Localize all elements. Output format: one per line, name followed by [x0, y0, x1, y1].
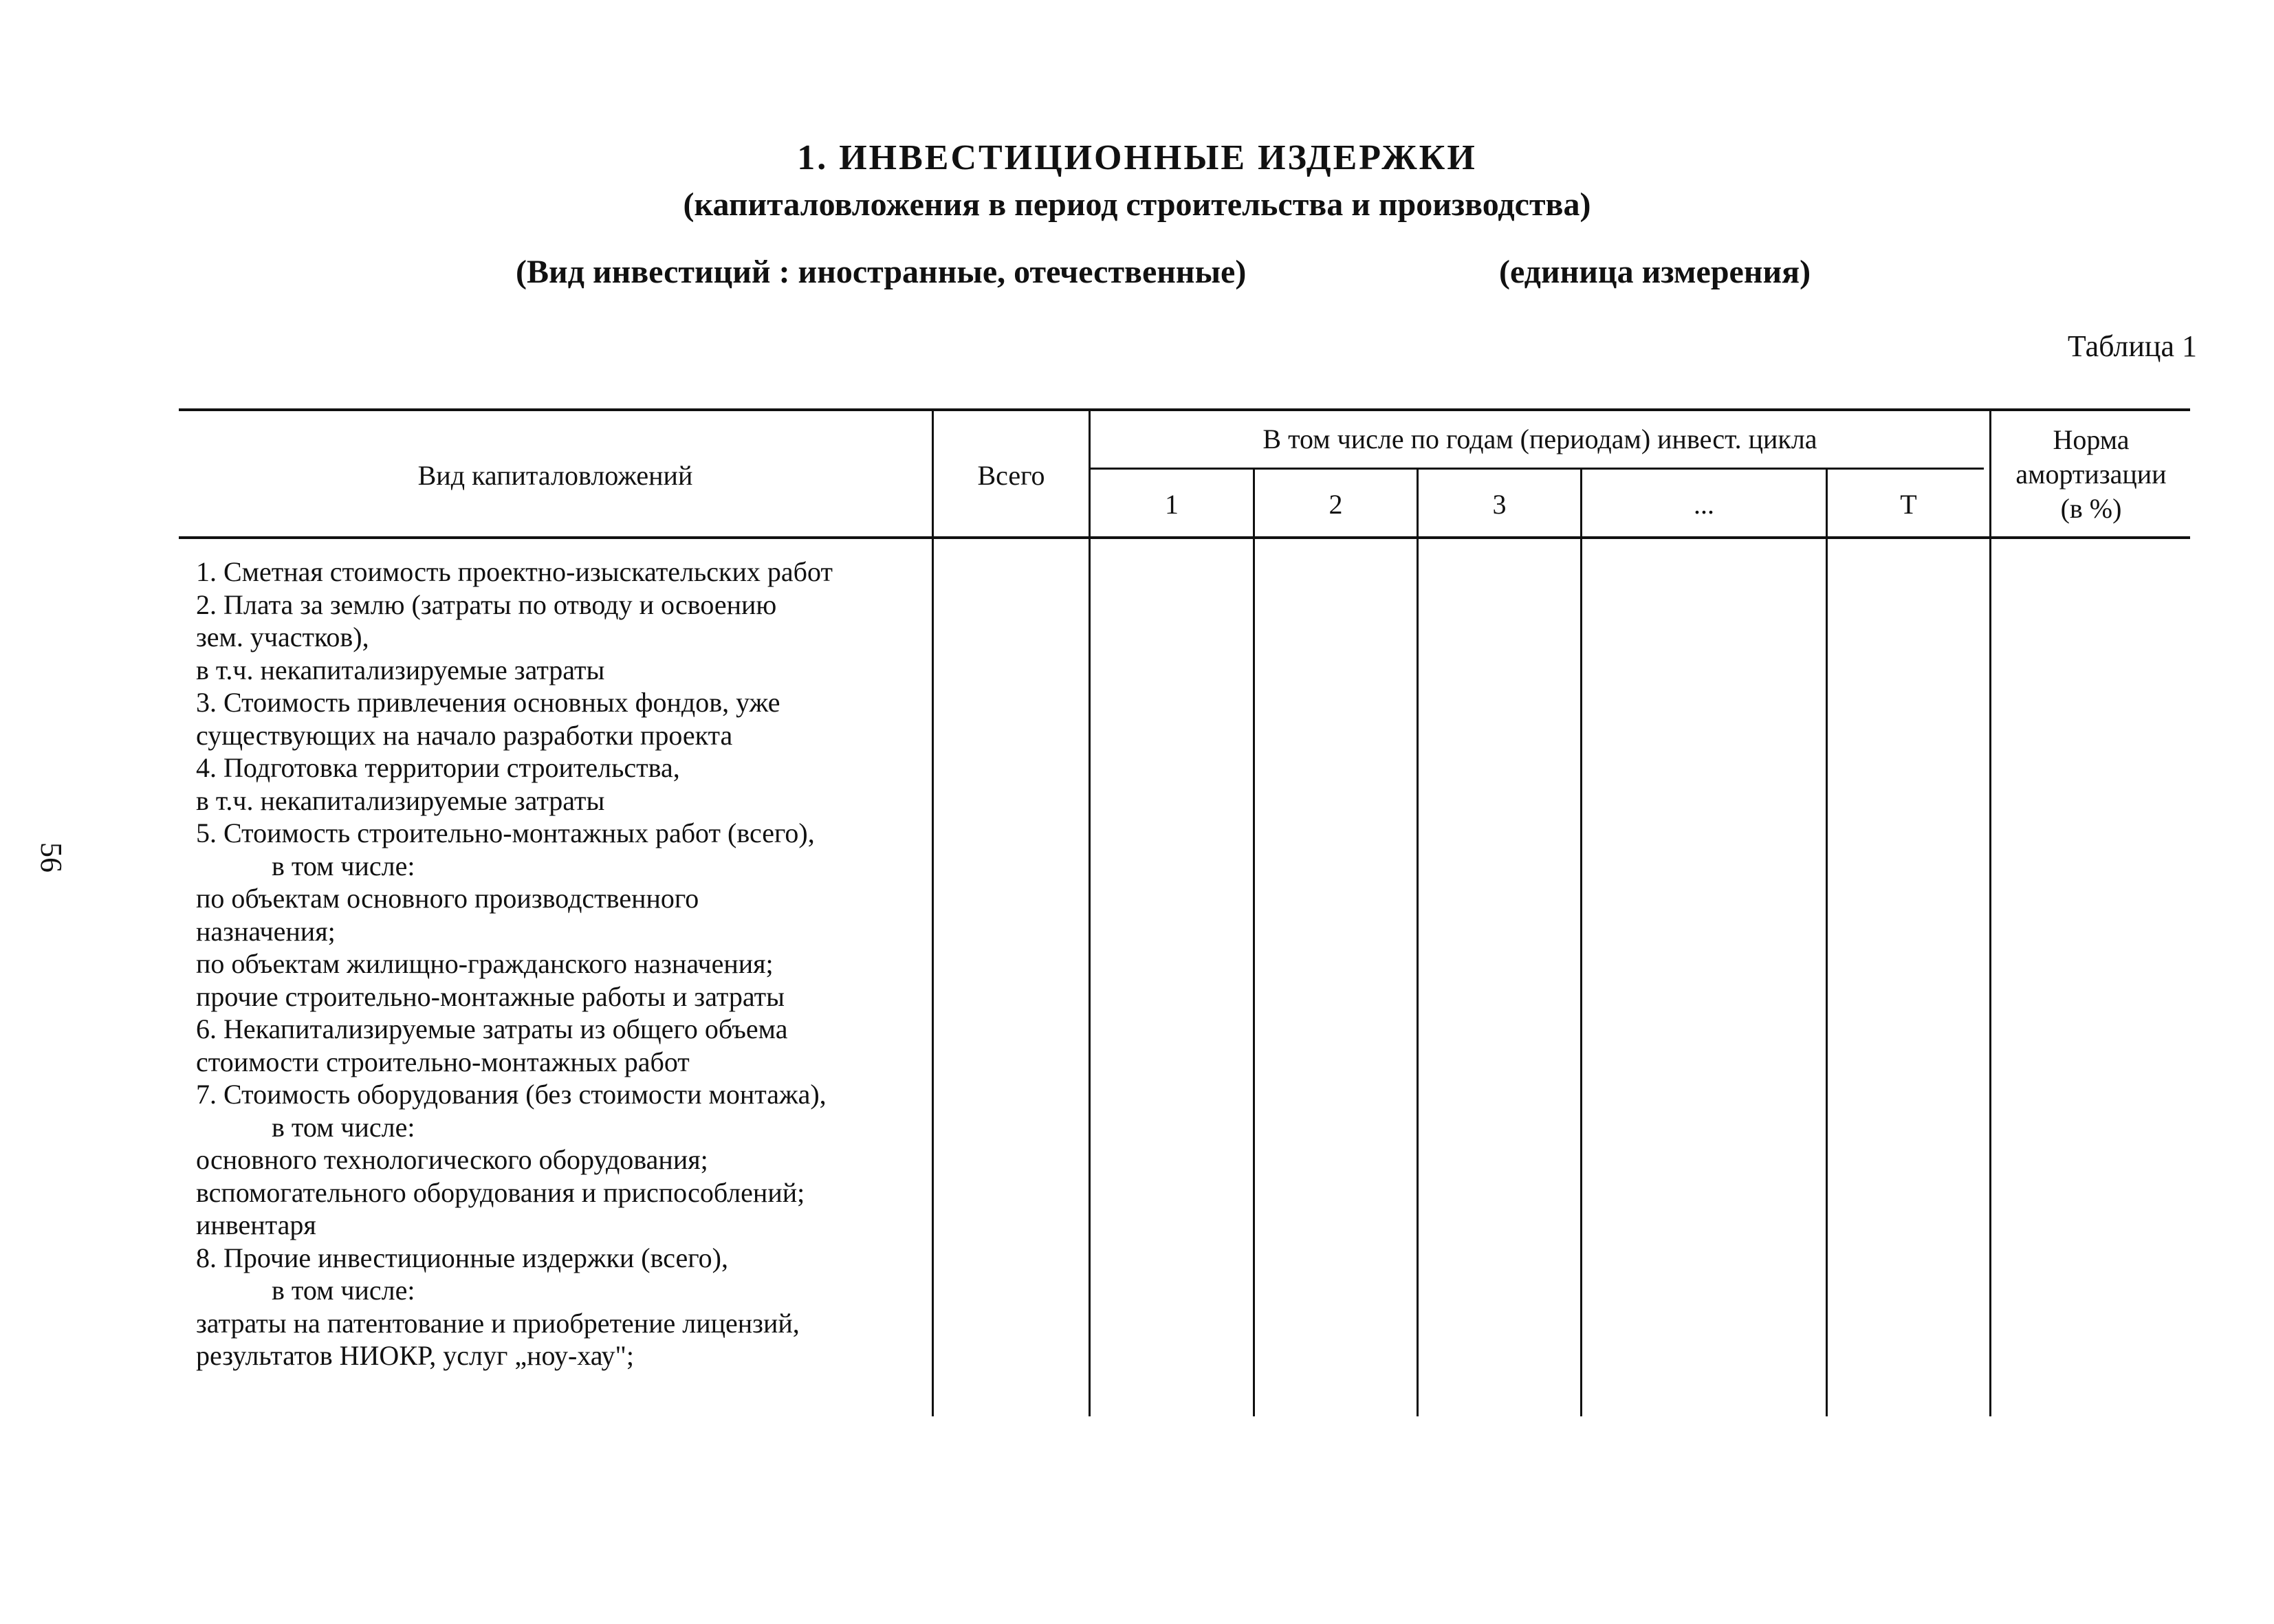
page-subtitle: (капиталовложения в период строительства и производства) [683, 186, 1591, 223]
investment-type: (Вид инвестиций : иностранные, отечественные) [516, 254, 1247, 290]
list-item: затраты на патентование и приобретение лицензий, [196, 1307, 800, 1339]
header-amortization-line2: амортизации [2015, 459, 2167, 490]
header-by-years: В том числе по годам (периодам) инвест. цикла [1262, 424, 1817, 454]
col-divider-type [932, 410, 934, 1416]
list-item: в том числе: [272, 1111, 415, 1143]
page-number: 56 [34, 842, 68, 873]
header-period-ellipsis: ... [1694, 489, 1714, 520]
list-item: 3. Стоимость привлечения основных фондов, уже [196, 687, 780, 718]
header-total: Всего [977, 460, 1045, 491]
list-item: в т.ч. некапитализируемые затраты [196, 784, 605, 816]
header-amortization-line3: (в %) [2060, 493, 2122, 524]
list-item: назначения; [196, 915, 336, 947]
list-item: 5. Стоимость строительно-монтажных работ (всего), [196, 818, 815, 848]
list-item: по объектам жилищно-гражданского назначения; [196, 948, 774, 979]
list-item: 2. Плата за землю (затраты по отводу и освоению [196, 589, 777, 620]
list-item: в том числе: [272, 850, 415, 881]
list-item: основного технологического оборудования; [196, 1144, 708, 1175]
header-bottom-rule [179, 536, 2190, 539]
list-item: по объектам основного производственного [196, 883, 699, 914]
list-item: инвентаря [196, 1209, 316, 1240]
col-divider-total [1089, 410, 1091, 1416]
col-divider-3 [1580, 468, 1582, 1416]
period-header-rule [1090, 468, 1984, 470]
unit-of-measure: (единица измерения) [1499, 254, 1811, 290]
list-item: 7. Стоимость оборудования (без стоимости монтажа), [196, 1079, 827, 1110]
list-item: 4. Подготовка территории строительства, [196, 752, 680, 783]
page-title: 1. ИНВЕСТИЦИОННЫЕ ИЗДЕРЖКИ [797, 138, 1477, 177]
header-period-t: T [1900, 489, 1917, 520]
header-amortization [1991, 423, 2191, 526]
col-divider-1 [1253, 468, 1255, 1416]
table-label: Таблица 1 [2067, 329, 2197, 363]
list-item: зем. участков), [196, 622, 369, 652]
list-item: в том числе: [272, 1275, 415, 1306]
col-divider-2 [1417, 468, 1419, 1416]
list-item: прочие строительно-монтажные работы и затраты [196, 980, 785, 1012]
col-divider-amort [1989, 410, 1991, 1416]
list-item: существующих на начало разработки проекта [196, 719, 733, 751]
header-type: Вид капиталовложений [417, 460, 693, 491]
col-divider-4 [1826, 468, 1828, 1416]
list-item: результатов НИОКР, услуг „ноу-хау"; [196, 1340, 634, 1371]
list-item: 8. Прочие инвестиционные издержки (всего), [196, 1242, 729, 1273]
list-item: в т.ч. некапитализируемые затраты [196, 654, 605, 685]
list-item: 1. Сметная стоимость проектно-изыскательских работ [196, 556, 833, 587]
header-period-2: 2 [1329, 489, 1343, 520]
header-period-1: 1 [1165, 489, 1179, 520]
table-top-rule [179, 408, 2190, 411]
list-item: вспомогательного оборудования и приспособлений; [196, 1176, 805, 1208]
cost-items-list [196, 556, 833, 1372]
list-item: 6. Некапитализируемые затраты из общего объема [196, 1013, 788, 1044]
header-period-3: 3 [1492, 489, 1507, 520]
list-item: стоимости строительно-монтажных работ [196, 1046, 690, 1077]
header-amortization-line1: Норма [2053, 424, 2130, 455]
